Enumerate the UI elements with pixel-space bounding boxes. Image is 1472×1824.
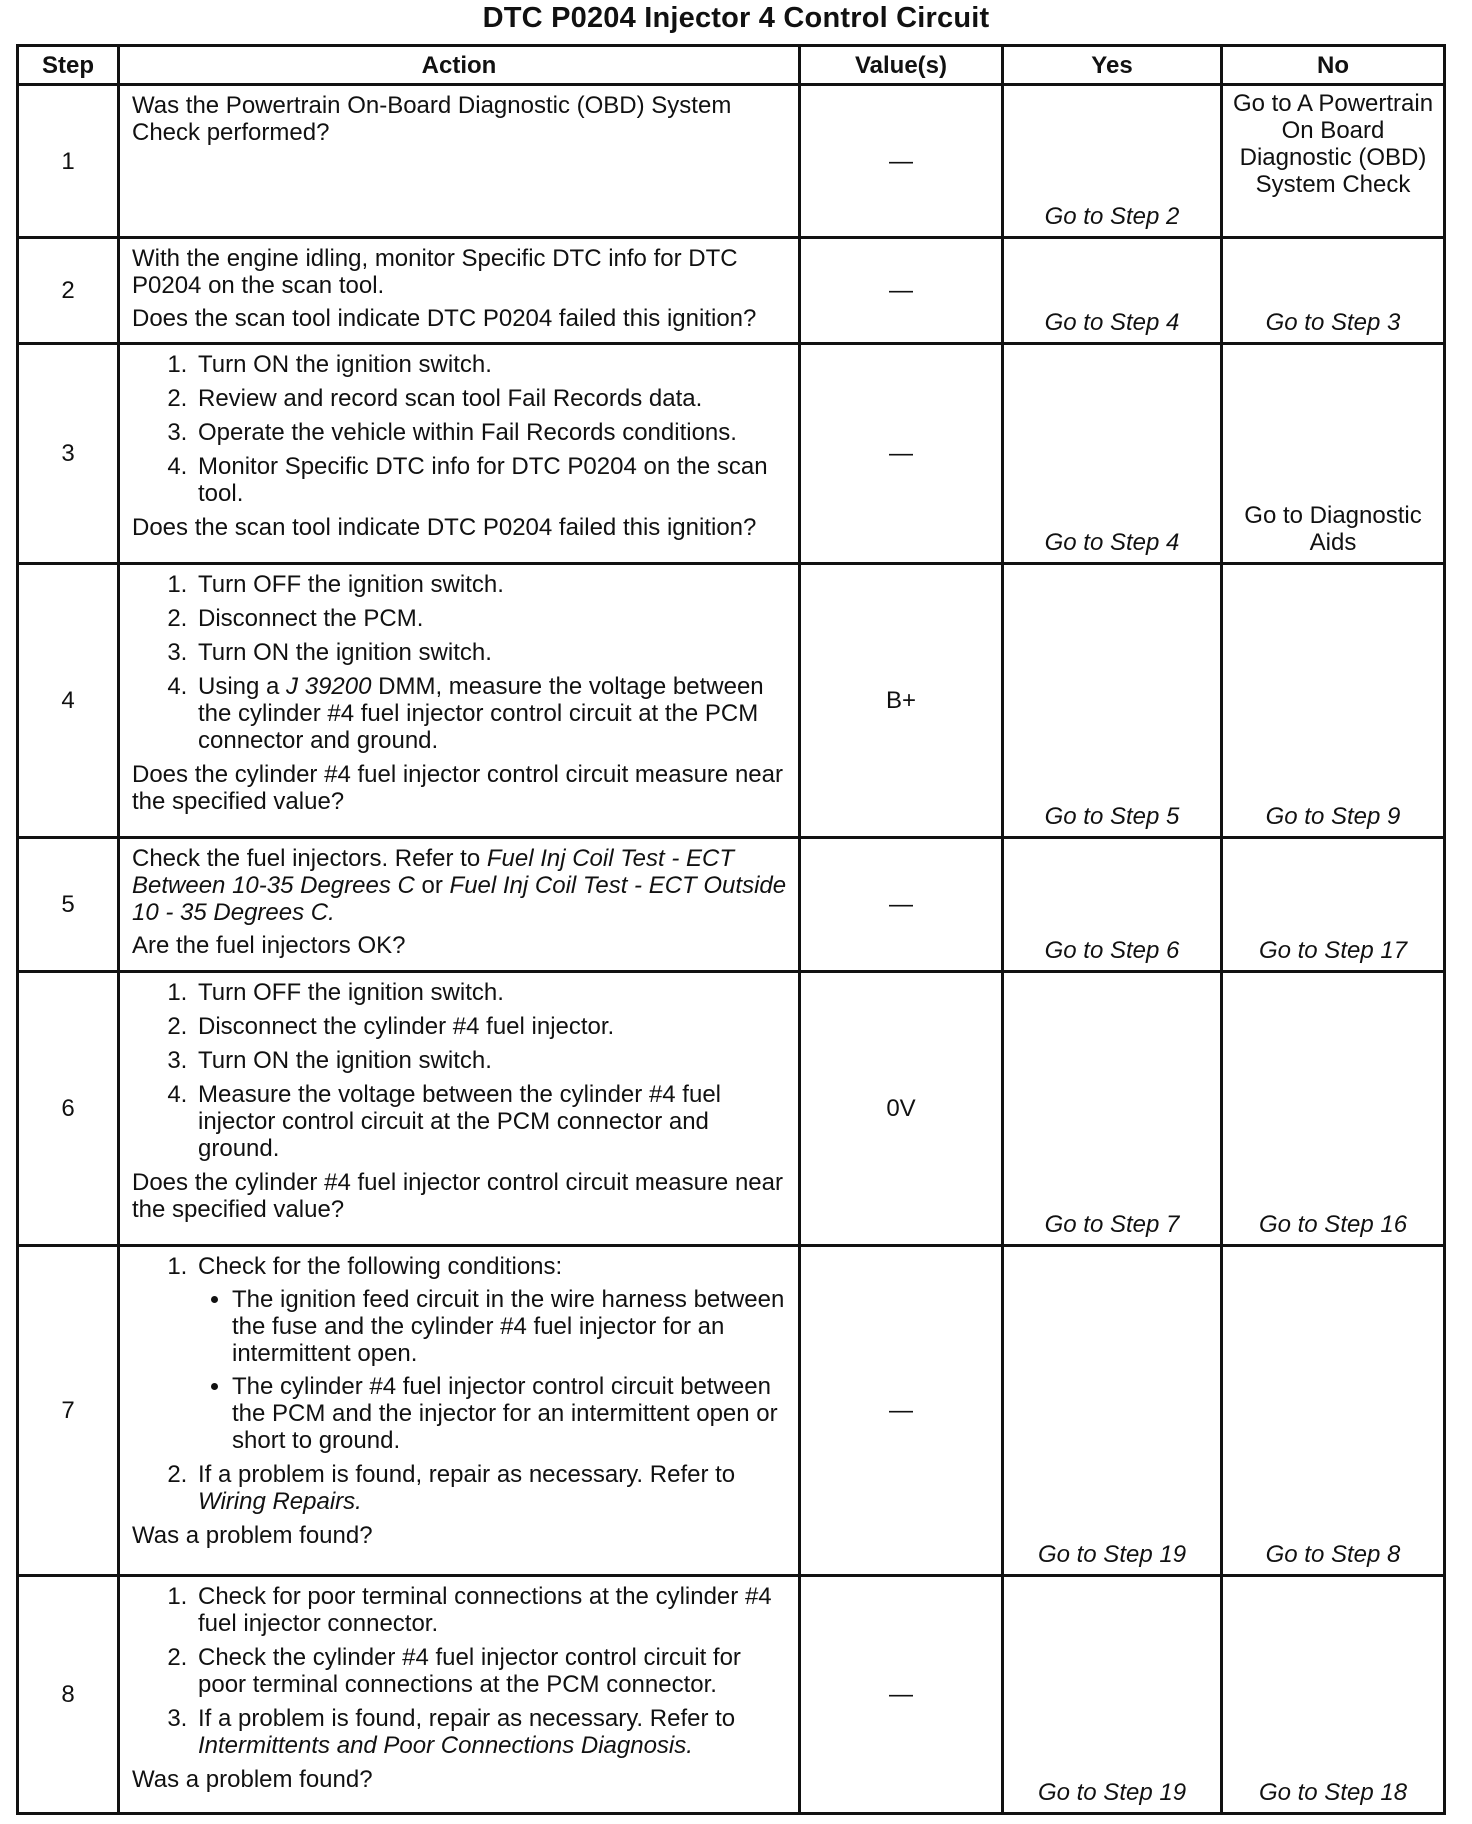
value-cell: — <box>800 344 1003 564</box>
step-number: 6 <box>18 972 119 1246</box>
reference-link[interactable]: Wiring Repairs. <box>198 1488 362 1515</box>
no-cell-text: Go to A Powertrain On Board Diagnostic (OBD) System Check <box>1232 90 1434 198</box>
step-number: 7 <box>18 1246 119 1576</box>
step-number: 1 <box>18 85 119 238</box>
action-text: Was the Powertrain On-Board Diagnostic (OBD) System Check performed? <box>132 92 732 146</box>
table-row <box>18 1576 1445 1814</box>
action-steps <box>132 1253 788 1515</box>
action-text: With the engine idling, monitor Specific DTC info for DTC P0204 on the scan tool. <box>132 245 738 299</box>
list-item-text: Check for the following conditions: <box>198 1253 563 1280</box>
value-cell: 0V <box>800 972 1003 1246</box>
action-cell <box>119 238 800 344</box>
page-title: DTC P0204 Injector 4 Control Circuit <box>482 2 990 34</box>
list-item: 1. Turn OFF the ignition switch. <box>194 979 788 1006</box>
column-header-yes: Yes <box>1003 46 1222 85</box>
diagnostic-table <box>16 44 1446 1815</box>
no-cell: Go to Step 8 <box>1222 1246 1445 1576</box>
table-row <box>18 838 1445 972</box>
list-item <box>194 673 788 754</box>
table-row <box>18 238 1445 344</box>
yes-cell: Go to Step 4 <box>1003 344 1222 564</box>
no-cell: Go to Step 18 <box>1222 1576 1445 1814</box>
list-item: 2. Review and record scan tool Fail Records data. <box>194 385 788 412</box>
value-cell: — <box>800 238 1003 344</box>
no-cell: Go to Step 17 <box>1222 838 1445 972</box>
value-cell: — <box>800 85 1003 238</box>
action-cell <box>119 1576 800 1814</box>
action-text-part: Check the fuel injectors. Refer to <box>132 845 487 872</box>
no-cell: Go to Step 16 <box>1222 972 1445 1246</box>
list-item: 3. Turn ON the ignition switch. <box>194 639 788 666</box>
table-row <box>18 972 1445 1246</box>
table-row <box>18 344 1445 564</box>
list-item: 3. Turn ON the ignition switch. <box>194 1047 788 1074</box>
yes-cell: Go to Step 19 <box>1003 1246 1222 1576</box>
yes-cell: Go to Step 5 <box>1003 564 1222 838</box>
no-cell: Go to Step 3 <box>1222 238 1445 344</box>
list-item: 1. Turn OFF the ignition switch. <box>194 571 788 598</box>
list-item-text: If a problem is found, repair as necessary. Refer to <box>198 1705 736 1732</box>
table-row <box>18 564 1445 838</box>
reference-link[interactable]: Fuel Inj Coil Test - ECT Between 10-35 Degrees C <box>132 845 735 899</box>
action-steps <box>132 979 788 1162</box>
list-item: 2. Check the cylinder #4 fuel injector control circuit for poor terminal connections at the PCM connector. <box>194 1644 788 1698</box>
list-item: 1. Turn ON the ignition switch. <box>194 351 788 378</box>
action-cell <box>119 344 800 564</box>
tool-reference: J 39200 <box>286 673 372 700</box>
step-number: 2 <box>18 238 119 344</box>
list-item-text: If a problem is found, repair as necessary. Refer to <box>198 1461 736 1488</box>
step-number: 3 <box>18 344 119 564</box>
action-question: Does the scan tool indicate DTC P0204 failed this ignition? <box>132 514 757 541</box>
no-cell: Go to Diagnostic Aids <box>1222 344 1445 564</box>
action-steps <box>132 351 788 507</box>
column-header-no: No <box>1222 46 1445 85</box>
column-header-action: Action <box>119 46 800 85</box>
condition-bullets <box>198 1286 788 1454</box>
column-header-values: Value(s) <box>800 46 1003 85</box>
yes-cell: Go to Step 19 <box>1003 1576 1222 1814</box>
action-text-part: or <box>414 872 450 899</box>
value-cell: — <box>800 1246 1003 1576</box>
list-item: 4. Measure the voltage between the cylinder #4 fuel injector control circuit at the PCM connector and ground. <box>194 1081 788 1162</box>
list-item-text: Using a <box>198 673 287 700</box>
bullet-item: • The ignition feed circuit in the wire harness between the fuse and the cylinder #4 fuel injector for an intermittent open. <box>232 1286 788 1367</box>
table-header-row <box>18 46 1445 85</box>
list-item <box>194 1461 788 1515</box>
action-question: Was a problem found? <box>132 1766 373 1793</box>
list-item: 4. Monitor Specific DTC info for DTC P0204 on the scan tool. <box>194 453 788 507</box>
action-question: Does the cylinder #4 fuel injector control circuit measure near the specified value? <box>132 761 783 815</box>
list-item: 3. Operate the vehicle within Fail Records conditions. <box>194 419 788 446</box>
step-number: 5 <box>18 838 119 972</box>
action-text <box>132 845 788 926</box>
table-row <box>18 85 1445 238</box>
list-item <box>194 1253 788 1454</box>
action-question: Was a problem found? <box>132 1522 373 1549</box>
value-cell: — <box>800 838 1003 972</box>
action-question: Does the cylinder #4 fuel injector control circuit measure near the specified value? <box>132 1169 783 1223</box>
list-item: 1. Check for poor terminal connections at the cylinder #4 fuel injector connector. <box>194 1583 788 1637</box>
no-cell <box>1222 85 1445 238</box>
column-header-step: Step <box>18 46 119 85</box>
action-question: Are the fuel injectors OK? <box>132 932 406 959</box>
step-number: 8 <box>18 1576 119 1814</box>
value-cell: — <box>800 1576 1003 1814</box>
action-cell <box>119 972 800 1246</box>
table-row <box>18 1246 1445 1576</box>
yes-cell: Go to Step 7 <box>1003 972 1222 1246</box>
reference-link[interactable]: Fuel Inj Coil Test - ECT Outside 10 - 35 Degrees C. <box>132 872 787 926</box>
list-item: 2. Disconnect the PCM. <box>194 605 788 632</box>
action-steps <box>132 571 788 754</box>
yes-cell: Go to Step 6 <box>1003 838 1222 972</box>
yes-cell: Go to Step 2 <box>1003 85 1222 238</box>
reference-link[interactable]: Intermittents and Poor Connections Diagnosis. <box>198 1732 693 1759</box>
list-item-text: DMM, measure the voltage between the cylinder #4 fuel injector control circuit at the PCM connector and ground. <box>198 673 764 754</box>
value-cell: B+ <box>800 564 1003 838</box>
bullet-item: • The cylinder #4 fuel injector control circuit between the PCM and the injector for an intermittent open or short to ground. <box>232 1373 788 1454</box>
list-item: 2. Disconnect the cylinder #4 fuel injector. <box>194 1013 788 1040</box>
list-item <box>194 1705 788 1759</box>
action-cell <box>119 564 800 838</box>
step-number: 4 <box>18 564 119 838</box>
action-cell <box>119 838 800 972</box>
action-cell <box>119 1246 800 1576</box>
action-cell <box>119 85 800 238</box>
yes-cell: Go to Step 4 <box>1003 238 1222 344</box>
action-steps <box>132 1583 788 1759</box>
no-cell: Go to Step 9 <box>1222 564 1445 838</box>
action-question: Does the scan tool indicate DTC P0204 failed this ignition? <box>132 305 757 332</box>
